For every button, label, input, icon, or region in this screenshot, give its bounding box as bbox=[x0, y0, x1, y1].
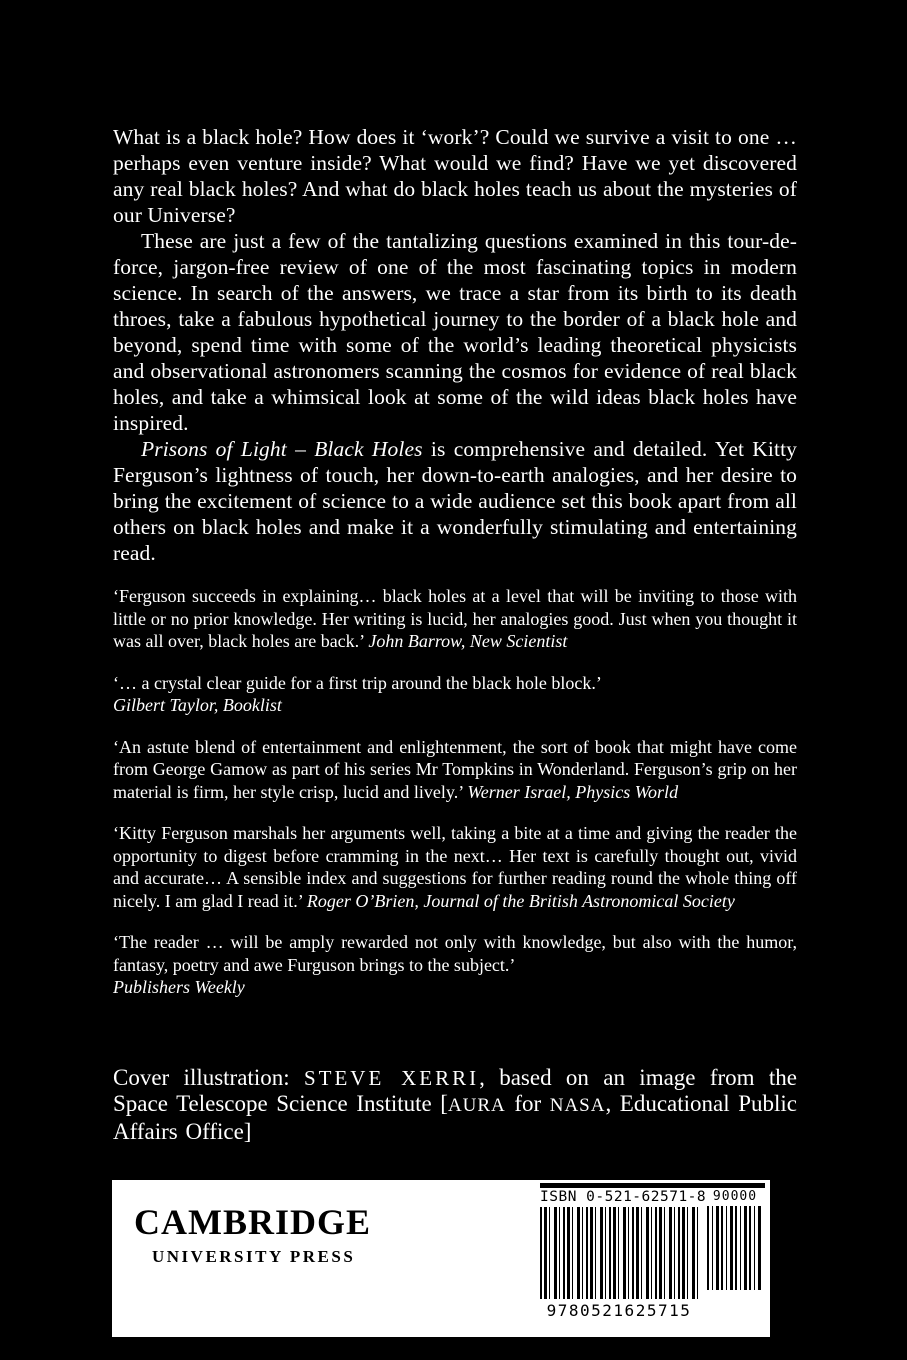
isbn-barcode bbox=[540, 1189, 707, 1320]
publisher-name: CAMBRIDGE bbox=[134, 1202, 372, 1242]
quote-text: ‘An astute blend of entertainment and enlightenment, the sort of book that might have come from George Gamow as part of his series Mr Tompkins in Wonderland. Ferguson’s grip on her material is firm, her style crisp, lucid and lively.’ bbox=[113, 736, 797, 802]
price-code: 90000 bbox=[712, 1189, 758, 1204]
review-quote-5 bbox=[113, 931, 797, 976]
credit-aura: AURA bbox=[447, 1094, 506, 1116]
barcode-assembly bbox=[540, 1183, 765, 1320]
supplemental-barcode-bars bbox=[707, 1206, 763, 1290]
credit-prefix: Cover illustration: bbox=[113, 1064, 304, 1090]
quote-attribution: John Barrow, New Scientist bbox=[368, 631, 568, 651]
quote-text: ‘… a crystal clear guide for a first trip around the black hole block.’ bbox=[113, 672, 602, 693]
quote-text: ‘The reader … will be amply rewarded not only with knowledge, but also with the humor, fantasy, poetry and awe Furguson brings to the subject.’ bbox=[113, 932, 797, 975]
quote-attribution: Gilbert Taylor, Booklist bbox=[113, 695, 282, 715]
credit-text: , Educational Public Affairs Office] bbox=[113, 1090, 797, 1144]
blurb-paragraph-3-text: is comprehensive and detailed. Yet Kitty Ferguson’s lightness of touch, her down-to-earth analogies, and her desire to bring the excitement of science to a wide audience set this book apart from all others on black holes and make it a wonderfully stimulating and entertaining read. bbox=[113, 437, 798, 565]
isbn-label: ISBN 0-521-62571-8 bbox=[540, 1189, 707, 1205]
credit-text: , based on an image from the Space Telescope Science Institute [ bbox=[113, 1064, 797, 1116]
book-title: Prisons of Light – Black Holes bbox=[141, 437, 423, 461]
review-quote-2 bbox=[113, 672, 797, 695]
quote-text: ‘Kitty Ferguson marshals her arguments well, taking a bite at a time and giving the reader the opportunity to digest before cramming in the next… Her text is carefully thought out, vivid and accurate… A sensible index and suggestions for further reading round the whole thing off nicely. I am glad I read it.’ bbox=[113, 823, 797, 911]
supplemental-barcode bbox=[707, 1189, 763, 1290]
publisher-subname: UNIVERSITY PRESS bbox=[152, 1247, 356, 1266]
quote-attribution: Publishers Weekly bbox=[113, 977, 245, 997]
credit-text: for bbox=[505, 1090, 550, 1116]
cover-illustration-credit bbox=[113, 1065, 797, 1145]
blurb-paragraph-1: What is a black hole? How does it ‘work’? Could we survive a visit to one … perhaps even venture inside? What would we find? Have we yet discovered any real black holes? And what do black holes teach us about the mysteries of our Universe? bbox=[113, 125, 797, 227]
publisher-logo bbox=[134, 1204, 371, 1267]
back-cover-text-column bbox=[113, 124, 797, 1145]
review-quote-1 bbox=[113, 585, 797, 653]
quote-text: ‘Ferguson succeeds in explaining… black holes at a level that will be inviting to those with little or no prior knowledge. Her writing is lucid, her analogies good. Just when you thought it was all over, black holes are back.’ bbox=[113, 586, 797, 651]
review-quote-3 bbox=[113, 736, 797, 804]
quote-attribution: Roger O’Brien, Journal of the British Astronomical Society bbox=[306, 890, 735, 911]
review-quote-4 bbox=[113, 822, 797, 912]
blurb-paragraph-3 bbox=[113, 436, 797, 566]
publisher-panel bbox=[112, 1180, 770, 1337]
barcode-number: 9780521625715 bbox=[546, 1301, 692, 1320]
barcode-bars bbox=[540, 1207, 698, 1299]
quote-attribution: Werner Israel, Physics World bbox=[467, 781, 679, 802]
blurb-paragraph-2: These are just a few of the tantalizing questions examined in this tour-de-force, jargon-free review of one of the most fascinating topics in modern science. In search of the answers, we trace a star from its birth to its death throes, take a fabulous hypothetical journey to the border of a black hole and beyond, spend time with some of the world’s leading theoretical physicists and observational astronomers scanning the cosmos for evidence of real black holes, and take a whimsical look at some of the wild ideas black holes have inspired. bbox=[113, 229, 797, 435]
credit-nasa: NASA bbox=[549, 1094, 606, 1116]
credit-artist-name: STEVE XERRI bbox=[303, 1065, 480, 1090]
